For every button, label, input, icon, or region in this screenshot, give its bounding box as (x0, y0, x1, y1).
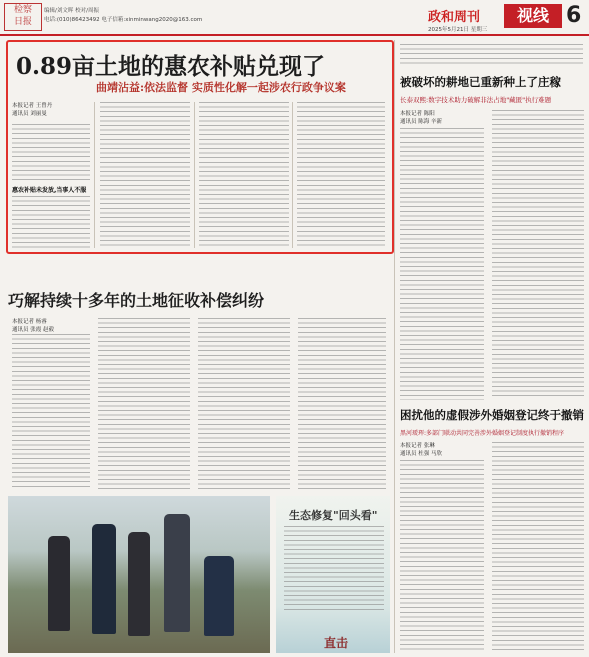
story2-body-col4 (298, 318, 386, 490)
column-name: 政和周刊 (428, 10, 481, 25)
photo-person (164, 514, 190, 632)
feature-text (284, 526, 384, 612)
right1-body-col2 (492, 110, 584, 400)
lead-byline-correspondent: 通讯员 刘丽曼 (12, 111, 47, 117)
column-divider (394, 40, 395, 653)
story2-body-col3 (198, 318, 290, 490)
story2-headline: 巧解持续十多年的土地征收补偿纠纷 (8, 291, 265, 310)
lead-headline: 0.89亩土地的惠农补贴兑现了 (16, 53, 326, 80)
lead-body-col4 (297, 102, 385, 248)
lead-body-col2 (100, 102, 190, 248)
logo-line2: 日报 (13, 17, 32, 27)
right2-body-col2 (492, 442, 584, 652)
right1-byline-correspondent: 通讯员 陈海 辛新 (400, 119, 442, 125)
right2-byline (400, 442, 442, 458)
right1-subheadline: 长泰双熙:数字技术助力破解非法占地"藏匿"执行难题 (400, 96, 552, 104)
contact-info: 电话:(010)86423492 电子信箱:xinminwang2020@163.com (44, 17, 203, 23)
page-header (0, 0, 589, 34)
story2-byline-reporter: 本报记者 杨睿 (12, 319, 47, 325)
photo-person (128, 532, 150, 636)
column-divider (292, 102, 293, 248)
photo-person (92, 524, 116, 634)
page-number: 6 (566, 3, 582, 28)
section-label: 视线 (504, 4, 562, 28)
lead-subheadline: 曲靖沾益:依法监督 实质性化解一起涉农行政争议案 (96, 81, 346, 94)
right-top-body (400, 44, 583, 66)
lead-section-heading: 惠农补贴未发放,当事人不服 (12, 187, 87, 194)
feature-title: 生态修复"回头看" (289, 509, 378, 522)
right2-byline-correspondent: 通讯员 杜强 马欣 (400, 451, 442, 457)
right1-byline-reporter: 本报记者 陈阳 (400, 111, 435, 117)
right1-body-col1 (400, 128, 484, 400)
right-top-text (400, 44, 583, 68)
story2-byline (12, 318, 54, 334)
lead-byline (12, 102, 52, 118)
right1-byline (400, 110, 442, 126)
issue-date: 2025年5月21日 星期三 (428, 27, 488, 33)
photo-person (204, 556, 234, 636)
lead-body-col1a (12, 124, 90, 182)
right1-headline: 被破坏的耕地已重新种上了庄稼 (400, 75, 561, 89)
right2-headline: 困扰他的虚假涉外婚姻登记终于撤销 (400, 408, 584, 422)
story2-body-col2 (98, 318, 190, 490)
feature-tagline: 直击 (324, 636, 349, 650)
editor-credit: 编辑/刘文晖 校对/周振 (44, 8, 99, 14)
column-divider (94, 102, 95, 248)
story2-body-col1 (12, 334, 90, 490)
right2-subheadline: 黑河瑷珲:多部门联动共同完善涉外婚姻登记制度执行撤销程序 (400, 430, 565, 437)
header-rule (0, 34, 589, 36)
lead-body-col1b (12, 196, 90, 248)
right2-body-col1 (400, 460, 484, 652)
lead-byline-reporter: 本报记者 王曾丹 (12, 103, 53, 109)
news-photo (8, 496, 270, 653)
photo-person (48, 536, 70, 631)
lead-body-col3 (199, 102, 289, 248)
newspaper-logo (4, 3, 42, 31)
column-divider (194, 102, 195, 248)
story2-byline-correspondent: 通讯员 张霞 赵毅 (12, 327, 54, 333)
right2-byline-reporter: 本报记者 张琳 (400, 443, 435, 449)
logo-line1: 检察 (13, 5, 32, 15)
